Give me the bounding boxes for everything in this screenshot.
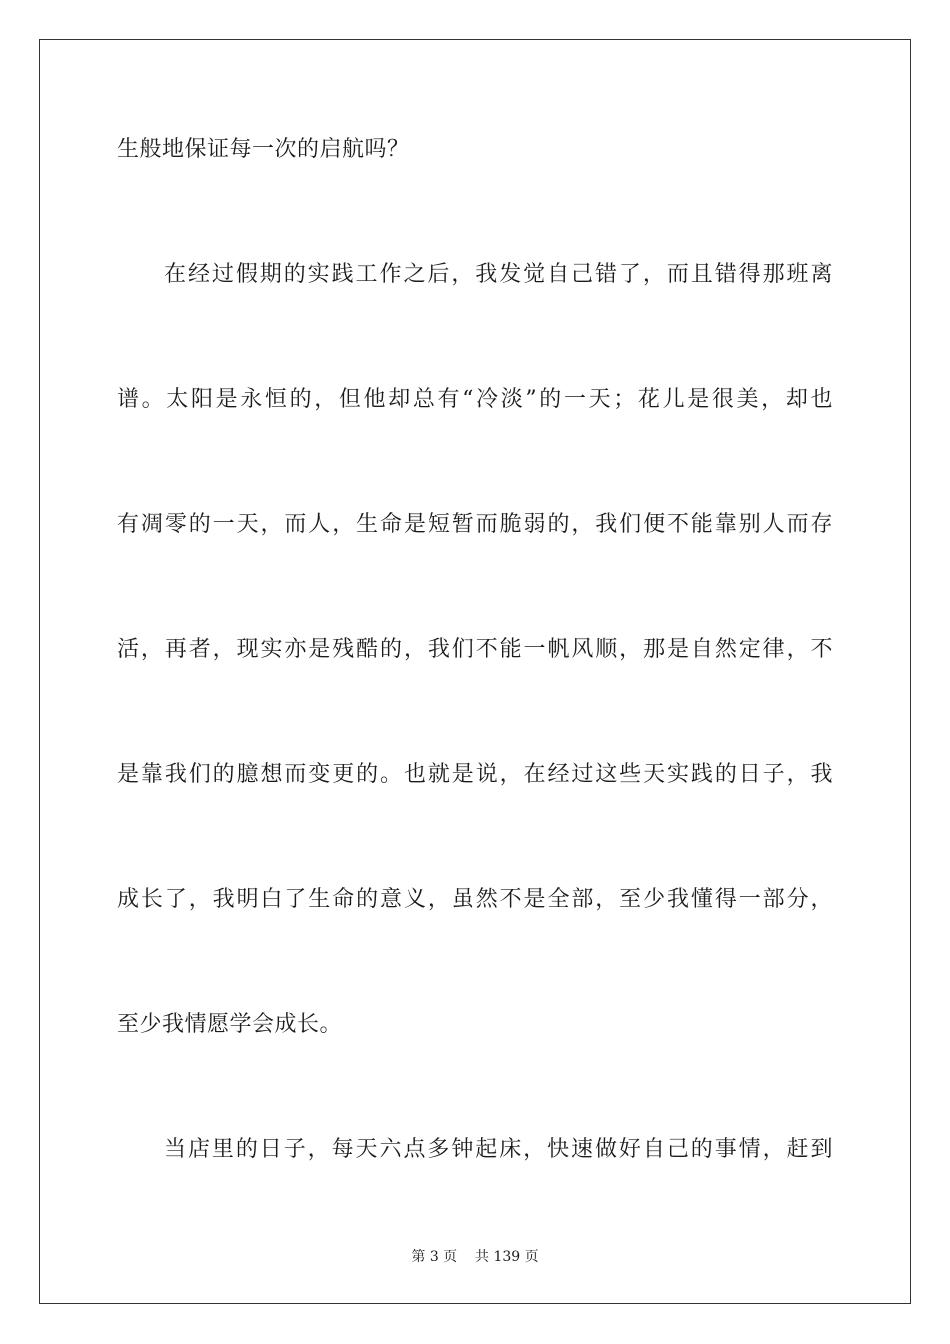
paragraph-line: 当店里的日子，每天六点多钟起床，快速做好自己的事情，赶到 bbox=[164, 1137, 833, 1162]
page-border bbox=[39, 39, 911, 1304]
paragraph-line: 活，再者，现实亦是残酷的，我们不能一帆风顺，那是自然定律，不 bbox=[117, 637, 833, 662]
paragraph-line: 有凋零的一天，而人，生命是短暂而脆弱的，我们便不能靠别人而存 bbox=[117, 512, 833, 537]
page-footer bbox=[0, 1248, 950, 1266]
paragraph-line: 谱。太阳是永恒的，但他却总有“冷淡”的一天；花儿是很美，却也 bbox=[117, 387, 833, 412]
paragraph-line: 在经过假期的实践工作之后，我发觉自己错了，而且错得那班离 bbox=[164, 262, 833, 287]
paragraph-line: 是靠我们的臆想而变更的。也就是说，在经过这些天实践的日子，我 bbox=[117, 762, 833, 787]
page-total: 共 139 页 bbox=[475, 1249, 539, 1265]
page-number: 第 3 页 bbox=[411, 1249, 458, 1265]
paragraph-line: 生般地保证每一次的启航吗？ bbox=[117, 137, 410, 162]
paragraph-line: 成长了，我明白了生命的意义，虽然不是全部，至少我懂得一部分， bbox=[117, 887, 833, 912]
paragraph-line: 至少我情愿学会成长。 bbox=[117, 1012, 343, 1037]
